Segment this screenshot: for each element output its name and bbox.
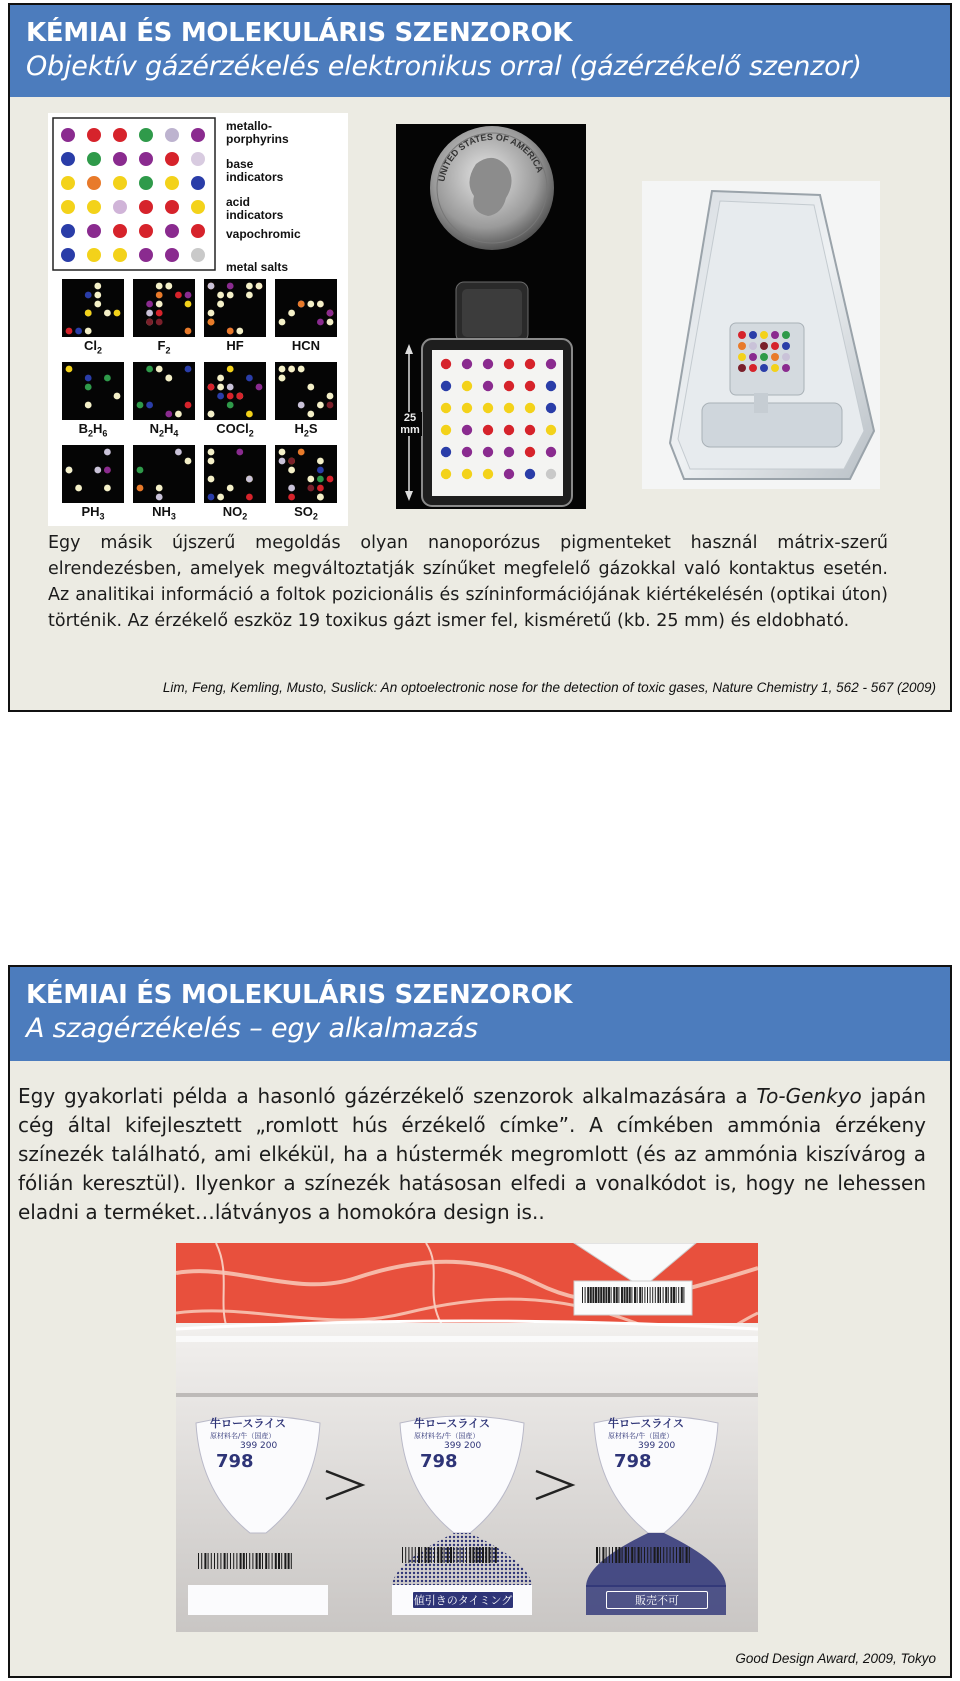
freshness-label-text [414,1415,510,1472]
legend-dot [113,152,127,166]
legend-dot [113,128,127,142]
legend-vapochromic: vapochromic [226,227,301,241]
legend-dot [61,152,75,166]
legend-dot [87,248,101,262]
legend-dot [87,200,101,214]
label-ingredients: 原材料名/牛（国産） [210,1432,276,1440]
freshness-label-text [210,1415,306,1472]
legend-dot [61,224,75,238]
paragraph-part-2: japán cég által kifejlesztett „romlott hús érzékelő címke”. A címkében ammónia érzékeny színezék található, ami elkékül, ha a hústermék megromlott (és az ammónia kiszívárog a fólián keresztül). Ilyenkor a színezék hatásosan elfedi a vonalkódot is, hogy ne lehessen eladni a terméket…látványos a homokóra design is.. [18,1084,926,1224]
label-price-weight: 399 200 [638,1441,676,1451]
slide-2-subtitle: A szagérzékelés – egy alkalmazás [26,1013,478,1044]
device-dot [504,403,514,413]
scale-label: 25 mm [398,412,422,436]
legend-dot [113,224,127,238]
chip-dot [760,364,768,372]
legend-base: base [226,157,254,171]
gas-label: $PH_3$ [81,504,105,522]
device-dot [462,447,472,457]
device-dot [483,425,493,435]
sensor-legend-array [48,113,348,273]
chip-dot [749,342,757,350]
device-dot [504,425,514,435]
legend-dot [165,224,179,238]
legend-dot [191,128,205,142]
gas-label: $NH_3$ [152,504,176,522]
device-dot [546,425,556,435]
coin-text: UNITED STATES OF AMERICA [436,131,546,183]
slide-2-paragraph [18,1082,926,1227]
gas-label: COCl$_2$ [216,421,254,439]
chip-dot [749,331,757,339]
legend-dot [191,200,205,214]
device-dot [441,469,451,479]
device-dot [525,359,535,369]
device-dot [546,469,556,479]
meat-freshness-label-photo [176,1243,758,1632]
device-dot [504,447,514,457]
chip-dot [760,331,768,339]
chip-dot [771,353,779,361]
gas-label: $NO_2$ [222,504,248,522]
device-dot [441,359,451,369]
label-product-name: 牛ロースライス [414,1417,491,1430]
label-price-weight: 399 200 [240,1441,278,1451]
device-dot [483,359,493,369]
chip-dot [782,364,790,372]
device-dot [525,469,535,479]
chip-dot [749,364,757,372]
chip-dot [771,342,779,350]
legend-dot [113,176,127,190]
slide-2-citation: Good Design Award, 2009, Tokyo [735,1651,936,1666]
slide-1-paragraph: Egy másik újszerű megoldás olyan nanoporózus pigmenteket használ mátrix-szerű elrendezésben, amelyek megváltoztatják színűket megfelelő gázokkal való kontaktus esetén. Az analitikai információ a foltok pozicionális és színinformációjának kiértékelésén (optikai úton) történik. Az érzékelő eszköz 19 toxikus gázt ismer fel, kisméretű (kb. 25 mm) és eldobható. [48,533,888,631]
legend-dot [113,200,127,214]
legend-dot [87,128,101,142]
legend-porphyrins: porphyrins [226,132,289,146]
legend-dot [61,176,75,190]
device-dot [462,359,472,369]
legend-dot [139,176,153,190]
chip-dot [760,353,768,361]
legend-dot [139,248,153,262]
chip-dot [782,342,790,350]
device-dot [525,447,535,457]
device-dot [504,469,514,479]
label-product-name: 牛ロースライス [608,1417,685,1430]
chip-dot [749,353,757,361]
chip-dot [738,342,746,350]
legend-dot [87,176,101,190]
legend-dot [87,224,101,238]
slide-1-subtitle: Objektív gázérzékelés elektronikus orral (gázérzékelő szenzor) [26,51,862,82]
label-ingredients: 原材料名/牛（国産） [414,1432,480,1440]
device-dot [462,403,472,413]
coin-device-figure [396,124,586,509]
gas-label: HF [226,338,244,353]
label-total-price: 798 [216,1451,254,1472]
legend-acid-indicators: indicators [226,208,284,222]
device-dot [462,469,472,479]
legend-dot [191,152,205,166]
legend-labels [226,120,301,274]
label-bottom-text: 値引きのタイミング [412,1591,514,1609]
device-dot [525,425,535,435]
device-dot [525,403,535,413]
legend-dot [61,248,75,262]
chip-dot [771,364,779,372]
device-dot [462,425,472,435]
coin-device-svg [396,124,586,509]
gas-label: $H_2S$ [294,421,318,439]
device-dot [504,359,514,369]
legend-dot [61,200,75,214]
legend-dot [165,128,179,142]
gas-labels [48,273,348,526]
company-name: To-Genkyo [756,1084,862,1108]
chip-dot [760,342,768,350]
legend-metallo: metallo- [226,119,273,133]
legend-dot [61,128,75,142]
gas-label: $Cl_2$ [83,338,102,356]
gas-label: $B_2H_6$ [78,421,108,439]
slide-2-title: KÉMIAI ÉS MOLEKULÁRIS SZENZOROK [26,980,573,1010]
freshness-label-text [608,1415,704,1472]
chip-dot [738,353,746,361]
device-dot [483,403,493,413]
gas-label: $F_2$ [157,338,171,356]
sensor-array-card [432,350,563,496]
device-dot [546,447,556,457]
label-total-price: 798 [614,1451,652,1472]
device-dot [546,381,556,391]
slide-2-header [10,967,950,1061]
label-bottom-text: 販売不可 [606,1591,708,1609]
legend-acid: acid [226,195,251,209]
gas-label: $SO_2$ [294,504,318,522]
legend-dot [139,224,153,238]
label-price-weight: 399 200 [444,1441,482,1451]
paragraph-part-1: Egy gyakorlati példa a hasonló gázérzékelő szenzorok alkalmazására a [18,1084,757,1108]
legend-dot [87,152,101,166]
chip-dot [738,331,746,339]
device-dot [546,359,556,369]
device-dot [546,403,556,413]
device-dot [504,381,514,391]
device-dot [483,447,493,457]
slide-1-citation: Lim, Feng, Kemling, Musto, Suslick: An optoelectronic nose for the detection of toxic gases, Nature Chemistry 1, 562 - 567 (2009) [162,680,936,695]
legend-dot [165,200,179,214]
chip-dot [771,331,779,339]
slide-1-header [10,5,950,97]
sensor-array-figure [48,113,348,526]
legend-metal-salts: metal salts [226,260,289,274]
device-dot [483,469,493,479]
legend-dot [139,152,153,166]
legend-dot [191,248,205,262]
legend-dot [113,248,127,262]
disposable-device-figure [642,181,880,489]
device-dot [441,425,451,435]
device-dot [441,447,451,457]
disposable-device-svg [642,181,880,489]
legend-dot [165,176,179,190]
legend-dot [165,248,179,262]
chip-dot [782,331,790,339]
chip-dot [738,364,746,372]
device-dot [441,381,451,391]
legend-dot [191,224,205,238]
label-total-price: 798 [420,1451,458,1472]
label-ingredients: 原材料名/牛（国産） [608,1432,674,1440]
legend-base-indicators: indicators [226,170,284,184]
legend-dot [139,128,153,142]
device-dot [483,381,493,391]
label-product-name: 牛ロースライス [210,1417,287,1430]
device-dot [462,381,472,391]
gas-label: $N_2H_4$ [149,421,179,439]
legend-dot [139,200,153,214]
slide-1-title: KÉMIAI ÉS MOLEKULÁRIS SZENZOROK [26,18,573,48]
legend-dot [165,152,179,166]
device-dot [441,403,451,413]
legend-dot [191,176,205,190]
device-dot [525,381,535,391]
chip-dot [782,353,790,361]
gas-label: HCN [291,338,321,353]
